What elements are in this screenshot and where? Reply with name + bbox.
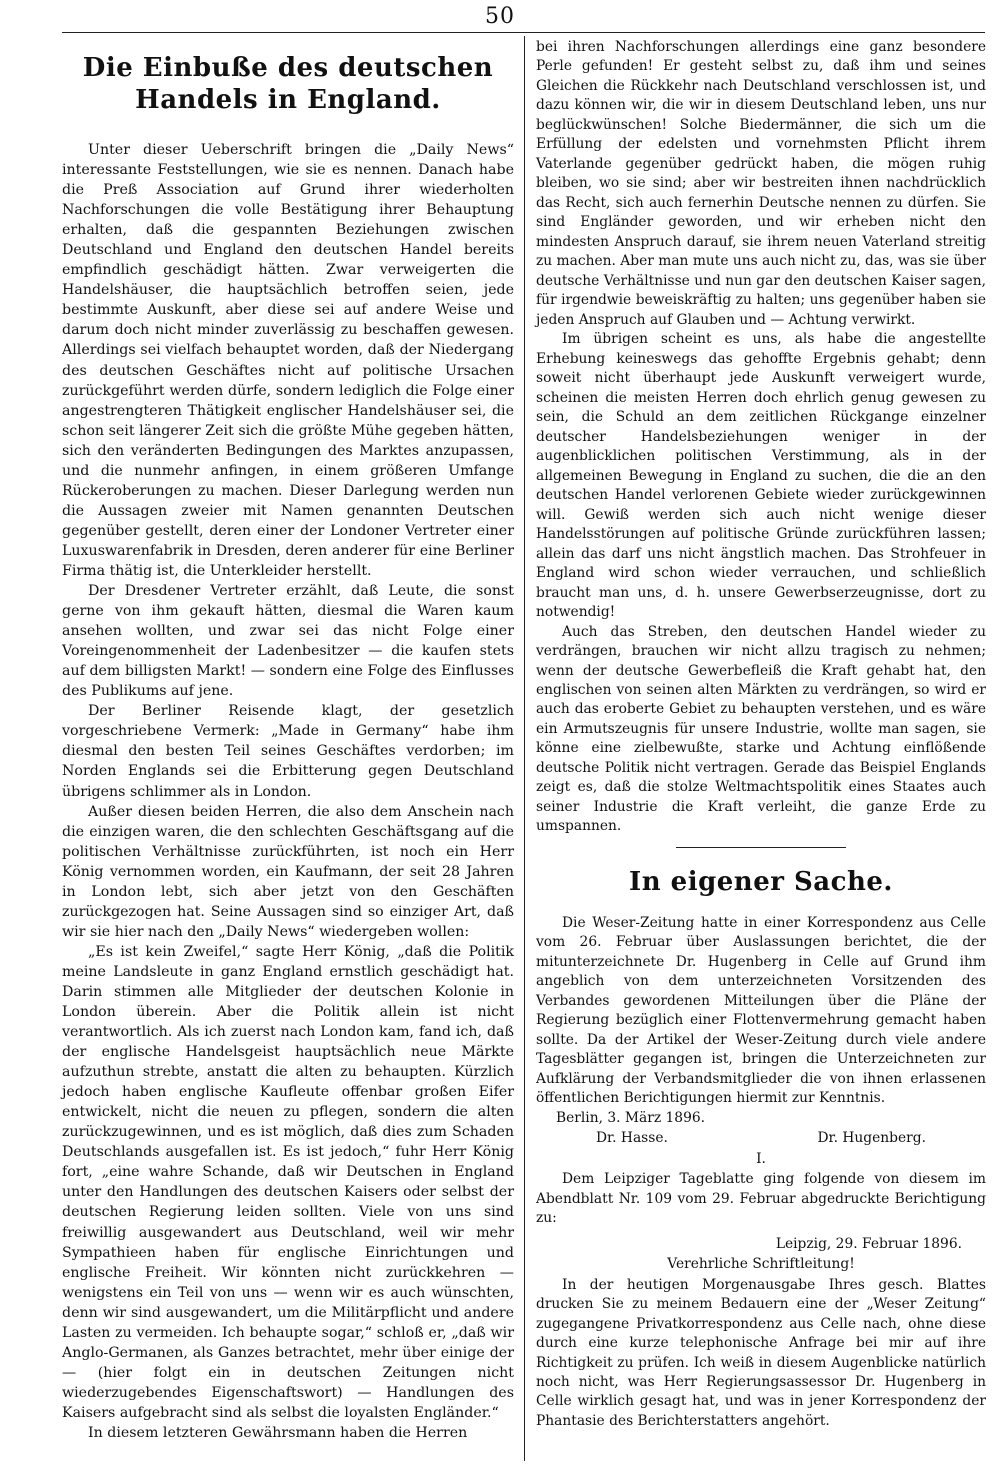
letter-body: In der heutigen Morgenausgabe Ihres gesch. Blattes drucken Sie zu meinem Bedauern eine der „Weser Zeitung“ zugegangene Privatkorrespondenz aus Celle nach, ohne diese durch eine kurze telephonische Anfrage bei mir auf ihre Richtigkeit zu prüfen. Ich weiß in diesem Augenblicke natürlich noch nicht, was Herr Regierungsassessor Dr. Hugenberg in Celle wirklich gesagt hat, und was in jener Korrespondenz der Phantasie des Berichterstatters angehört. bbox=[536, 1276, 986, 1429]
left-column bbox=[62, 38, 514, 1443]
signature-hasse: Dr. Hasse. bbox=[596, 1130, 668, 1147]
letter-salutation: Verehrliche Schriftleitung! bbox=[667, 1256, 855, 1273]
article-paragraph: bei ihren Nachforschungen allerdings eine ganz besondere Perle gefunden! Er gesteht selbst zu, daß ihm und seines Gleichen die Rückkehr nach Deutschland verschlossen ist, und dazu können wir, die wir in diesem Deutschland leben, uns nur beglückwünschen! Solche Biedermänner, die sich um die Erfüllung der edelsten und vornehmsten Pflicht ihrem Vaterlande gegenüber gedrückt haben, die mögen ruhig bleiben, wo sie sind; aber wir bestreiten ihnen nachdrücklich das Recht, sich auch fernerhin Deutsche nennen zu dürfen. Sie sind Engländer geworden, und wir erheben nicht den mindesten Anspruch darauf, sie ihrem neuen Vaterland streitig zu machen. Aber man mute uns auch nicht zu, das, was sie über deutsche Verhältnisse und nun gar den deutschen Kaiser sagen, für irgendwie beweiskräftig zu halten; uns gegenüber haben sie jeden Anspruch auf Glauben und — Achtung verwirkt. bbox=[536, 39, 986, 328]
notice-paragraph: Dem Leipziger Tageblatte ging folgende von diesem im Abendblatt Nr. 109 vom 29. Februar abgedruckte Berichtigung zu: bbox=[536, 1171, 986, 1227]
dateline: Berlin, 3. März 1896. bbox=[556, 1109, 706, 1126]
right-column bbox=[536, 38, 986, 1431]
section-headline: In eigener Sache. bbox=[629, 866, 893, 897]
signature-hugenberg: Dr. Hugenberg. bbox=[817, 1130, 926, 1147]
article-paragraph: In diesem letzteren Gewährsmann haben die Herren bbox=[88, 1425, 468, 1441]
article-paragraph: Auch das Streben, den deutschen Handel wieder zu verdrängen, brauchen wir nicht allzu tragisch zu nehmen; wenn der deutsche Gewerbefleiß die Kraft gehabt hat, den englischen von seinen alten Märkten zu verdrängen, so wird er auch das eroberte Gebiet zu behaupten verstehen, und es wäre ein Armutszeugnis für unsere Industrie, wollte man sagen, sie könne eine zielbewußte, starke und Achtung einflößende deutsche Politik nicht vertragen. Gerade das Beispiel Englands zeigt es, daß die stolze Weltmachtspolitik eines Staates auch seiner Industrie die Kraft verleiht, die ganze Erde zu umspannen. bbox=[536, 623, 986, 835]
article-paragraph: Außer diesen beiden Herren, die also dem Anschein nach die einzigen waren, die den schlechten Geschäftsgang auf die politischen Verhältnisse zurückführten, ist noch ein Herr König vernommen worden, ein Kaufmann, der seit 28 Jahren in London lebt, sich aber jetzt von den Geschäften zurückgezogen hat. Seine Aussagen sind so einziger Art, daß wir sie hier nach den „Daily News“ wiedergeben wollen: bbox=[62, 803, 514, 940]
section-rule bbox=[676, 847, 846, 848]
page-number: 50 bbox=[485, 4, 515, 29]
article-paragraph: „Es ist kein Zweifel,“ sagte Herr König, „daß die Politik meine Landsleute in ganz England ernstlich geschädigt hat. Darin stimmen alle Mitglieder der deutschen Kolonie in London überein. Aber die Politik allein ist nicht verantwortlich. Als ich zuerst nach London kam, fand ich, daß der englische Handelsgeist hauptsächlich neue Märkte aufzuthun strebte, anstatt die alten zu behaupten. Kürzlich jedoch haben englische Kaufleute offenbar großen Eifer entwickelt, nicht die neuen zu pflegen, sondern die alten zurückzugewinnen, und es ist möglich, daß dies zum Schaden Deutschlands ausgefallen ist. Es ist jedoch,“ fuhr Herr König fort, „eine wahre Schande, daß wir Deutschen in England unter den Handlungen des deutschen Kaisers oder selbst der deutschen Regierung leiden sollten. Viele von uns sind freiwillig ausgewandert aus Deutschland, weil wir mehr Sympathieen haben für englische Einrichtungen und englische Freiheit. Wir könnten nicht zurückkehren — wenigstens ein Teil von uns — wenn wir es auch wünschten, denn wir sind ausgewandert, um die Militärpflicht und andere Lasten zu vermeiden. Ich behaupte sogar,“ schloß er, „daß wir Anglo-Germanen, als Ganzes betrachtet, mehr über einige der — (hier folgt ein in deutschen Zeitungen nicht wiederzugebendes Eigenschaftswort) — Handlungen des Kaisers aufgebracht sind als selbst die loyalsten Engländer.“ bbox=[62, 943, 514, 1421]
header-rule bbox=[62, 32, 985, 33]
article-paragraph: Unter dieser Ueberschrift bringen die „Daily News“ interessante Feststellungen, wie sie es nennen. Danach habe die Preß Association auf Grund ihrer wiederholten Nachforschungen die volle Bestätigung ihrer Behauptung erhalten, daß die gespannten Beziehungen zwischen Deutschland und England den deutschen Handel bereits empfindlich geschädigt hätten. Zwar verweigerten die Handelshäuser, die hauptsächlich betroffen seien, jede bestimmte Auskunft, aber diese sei auf andere Weise und darum doch nicht minder zuverlässig zu beschaffen gewesen. Allerdings sei vielfach behauptet worden, daß der Niedergang des deutschen Geschäftes nicht auf politische Ursachen zurückgeführt werden dürfe, sondern lediglich die Folge einer angestrengteren Thätigkeit englischer Handelshäuser sei, die schon seit längerer Zeit sich die größte Mühe gegeben hätten, sich den veränderten Bedingungen des Marktes anzupassen, und die nunmehr anfingen, in einem größeren Umfange Rückeroberungen zu machen. Dieser Darlegung werden nun die Aussagen zweier mit Namen genannten Deutschen gegenüber gestellt, deren einer der Londoner Vertreter einer Luxuswarenfabrik in Dresden, deren anderer für eine Berliner Firma thätig ist, die Unterkleider herstellt. bbox=[62, 142, 514, 579]
article-paragraph: Im übrigen scheint es uns, als habe die angestellte Erhebung keineswegs das gehoffte Ergebnis gehabt; denn soweit nicht überhaupt jede Auskunft verweigert wurde, scheinen die meisten Herren doch ehrlich genug gewesen zu sein, die Schuld an dem zeitlichen Rückgange einzelner deutscher Handelsbeziehungen weniger in der augenblicklichen politischen Verstimmung, als in der allgemeinen Bewegung in England zu suchen, die die an den deutschen Handel verlorenen Gebiete wieder zurückgewinnen will. Gewiß werden sich auch nicht wenige dieser Handelsstörungen auf politische Gründe zurückführen lassen; allein das darf uns nicht ängstlich machen. Das Strohfeuer in England wird schon wieder verrauchen, und schließlich braucht man uns, d. h. unsere Gewerbserzeugnisse, dort zu notwendig! bbox=[536, 331, 986, 621]
letter-date: Leipzig, 29. Februar 1896. bbox=[775, 1235, 962, 1252]
section-numeral: I. bbox=[756, 1150, 766, 1167]
article-headline: Die Einbuße des deutschen Handels in England. bbox=[82, 53, 494, 115]
section-intro: Die Weser-Zeitung hatte in einer Korrespondenz aus Celle vom 26. Februar über Auslassungen berichtet, die der mitunterzeichnete Dr. Hugenberg in Celle auf Grund ihm angeblich von dem unterzeichneten Vorsitzenden des Verbandes gewordenen Mitteilungen über die Pläne der Regierung bezüglich einer Flottenvermehrung gemacht haben sollte. Da der Artikel der Weser-Zeitung durch viele andere Tagesblätter gegangen ist, bringen die Unterzeichneten zur Aufklärung der Verbandsmitglieder die von ihnen erlassenen öffentlichen Berichtigungen hiermit zur Kenntnis. bbox=[536, 914, 986, 1107]
signatures bbox=[536, 1129, 986, 1148]
article-paragraph: Der Berliner Reisende klagt, der gesetzlich vorgeschriebene Vermerk: „Made in Germany“ habe ihm diesmal den besten Teil seines Geschäftes verdorben; im Norden Englands sei die Erbitterung gegen Deutschland übrigens schlimmer als in London. bbox=[62, 703, 514, 800]
column-divider bbox=[524, 36, 525, 1461]
article-paragraph: Der Dresdener Vertreter erzählt, daß Leute, die sonst gerne von ihm gekauft hätten, diesmal die Waren kaum ansehen wollten, und zwar sei das nicht Folge einer Voreingenommenheit der Ladenbesitzer — die kaufen stets auf dem billigsten Markt! — sondern eine Folge des Einflusses des Publikums auf jene. bbox=[62, 583, 514, 700]
